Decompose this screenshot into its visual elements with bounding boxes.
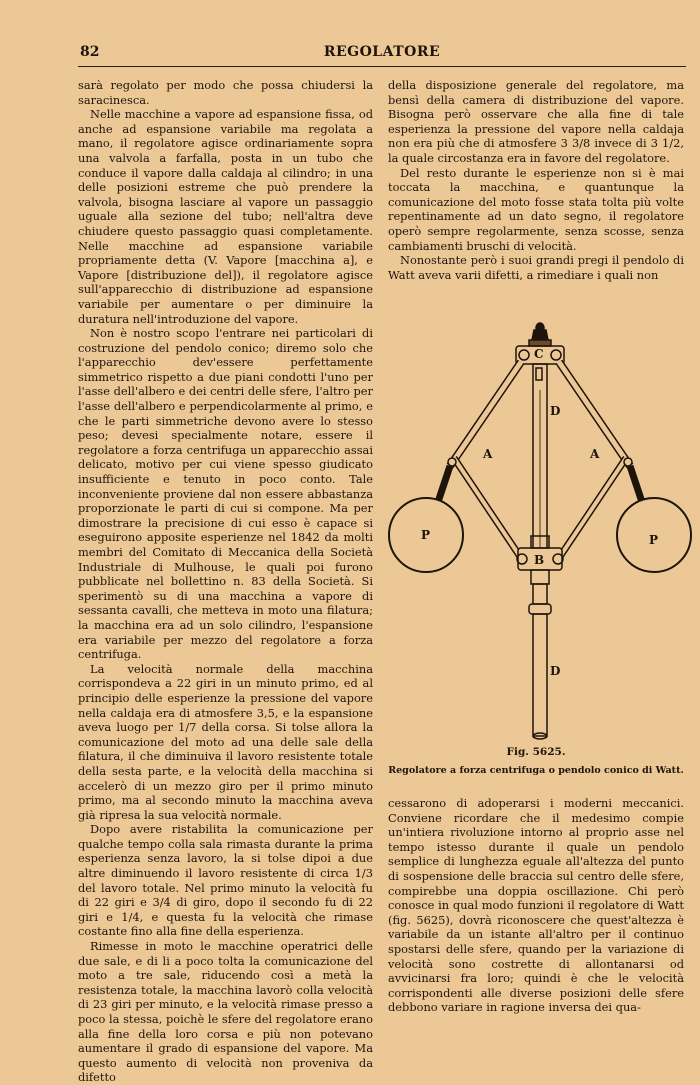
paragraph: Non è nostro scopo l'entrare nei particolari di costruzione del pendolo conico; diremo solo che l'apparecchio dev'essere perfettamente simmetrico rispetto a due piani condotti l'uno per l'asse dell'albero e dei centri delle sfere, l'altro per l'asse dell'albero e perpendicolarmente al primo, e che le parti simmetriche devono avere lo stesso peso; devesi specialmente notare, essere il regolatore a forza centrifuga un apparecchio assai delicato, motivo per cui viene spesso giudicato insufficiente e tenuto in poco conto. Tale inconveniente proviene dal non essere abbastanza proporzionate le parti di cui si compone. Ma per dimostrare la precisione di cui esso è capace si eseguirono apposite esperienze nel 1842 da molti membri del Comitato di Meccanica della Società Industriale di Mulhouse, le quali poi furono pubblicate nel bollettino n. 83 della Società. Si sperimentò su di una macchina a vapore di sessanta cavalli, che metteva in moto una filatura; la macchina era ad un solo cilindro, l'espansione era variabile per mezzo del regolatore a forza centrifuga. (78, 326, 373, 662)
finial-knob (536, 323, 544, 333)
left-column (78, 78, 373, 1085)
paragraph: Rimesse in moto le macchine operatrici delle due sale, e di li a poco tolta la comunicazione del moto a tre sale, riducendo così a metà la resistenza totale, la macchina lavorò colla velocità di 23 giri per minuto, e la velocità rimase presso a poco la stessa, poichè le sfere del regolatore erano alla fine della loro corsa e più non potevano aumentare il grado di espansione del vapore. Ma questo aumento di velocità non proveniva da difetto (78, 939, 373, 1085)
shaft-slot (536, 368, 542, 380)
right-column-top (388, 78, 684, 280)
paragraph: La velocità normale della macchina corrispondeva a 22 giri in un minuto primo, ed al principio delle esperienze la pressione del vapore nella caldaja era di atmosfere 3,5, e la espansione aveva luogo per 1/7 della corsa. Si tolse allora la comunicazione del moto ad una delle sale della filatura, il che diminuiva il lavoro resistente totale della sesta parte, e la velocità della macchina si accelerò di un mezzo giro per il primo minuto primo, ma al secondo minuto la macchina aveva già ripresa la sua velocità normale. (78, 661, 373, 822)
link-right-inner (559, 458, 626, 558)
paragraph: Nelle macchine a vapore ad espansione fissa, od anche ad espansione variabile ma regolata a mano, il regolatore agisce ordinariamente sopra una valvola a farfalla, posta in un tubo che conduce il vapore dalla caldaja al cilindro; in una delle posizioni estreme che può prendere la valvola, bisogna lasciare al vapore un passaggio uguale alla sezione del tubo; nell'altra deve chiudere questo passaggio quasi completamente. Nelle macchine ad espansione variabile propriamente detta (V. Vapore [macchina a], e Vapore [distribuzione del]), il regolatore agisce sull'apparecchio di distribuzione ad espansione variabile per aumentare o per diminuire la duratura nell'introduzione del vapore. (78, 107, 373, 326)
paragraph: Del resto durante le esperienze non si è mai toccata la macchina, e quantunque la comunicazione del moto fosse stata tolta più volte repentinamente ad un dato segno, il regolatore operò sempre regolarmente, senza scosse, senza cambiamenti bruschi di velocità. (388, 165, 684, 253)
vertical-shaft-lower (533, 614, 547, 736)
top-pivot-left (519, 350, 529, 360)
page-header (80, 44, 684, 66)
top-pivot-right (551, 350, 561, 360)
finial-base (529, 340, 551, 346)
paragraph: Dopo avere ristabilita la comunicazione per qualche tempo colla sala rimasta durante la prima esperienza senza lavoro, la si tolse dipoi a due altre diminuendo il lavoro resistente di circa 1/3 del lavoro totale. Nel primo minuto la velocità fu di 22 giri e 3/4 di giro, dopo il secondo fu di 22 giri e 1/4, e questa fu la velocità che rimase costante fino alla fine della esperienza. (78, 822, 373, 939)
label-a-left: A (483, 447, 493, 461)
lower-collar-bottom (531, 570, 549, 584)
label-b: B (534, 553, 545, 567)
paragraph: sarà regolato per modo che possa chiudersi la saracinesca. (78, 78, 373, 107)
paragraph: della disposizione generale del regolatore, ma bensì della camera di distribuzione del vapore. Bisogna però osservare che alla fine di tale esperienza la pressione del vapore nella caldaja non era più che di atmosfere 3 3/8 invece di 3 1/2, la quale circostanza era in favore del regolatore. (388, 78, 684, 165)
governor-figure (388, 300, 692, 745)
paragraph: Nonostante però i suoi grandi pregi il pendolo di Watt aveva varii difetti, a rimediare i quali non (388, 253, 684, 282)
joint-right (624, 458, 632, 466)
label-c: C (534, 347, 544, 361)
watt-governor-drawing (388, 300, 692, 745)
paragraph: cessarono di adoperarsi i moderni meccanici. Conviene ricordare che il medesimo compie un'intiera rivoluzione intorno al proprio asse nel tempo istesso durante il quale un pendolo semplice di lunghezza eguale all'altezza del punto di sospensione delle braccia sul centro delle sfere, compirebbe una doppia oscillazione. Chi però conosce in qual modo funzioni il regolatore di Watt (fig. 5625), dovrà riconoscere che quest'altezza è variabile da un istante all'altro per il continuo spostarsi delle sfere, quando per la variazione di velocità sono costrette di allontanarsi od avvicinarsi fra loro; quindi è che le velocità corrispondenti alle diverse posizioni delle sfere debbono variare in ragione inversa dei qua- (388, 796, 684, 1015)
label-p-left: P (421, 528, 431, 542)
figure-number: Fig. 5625. (506, 746, 566, 758)
shaft-neck (533, 584, 547, 604)
header-rule (78, 66, 686, 67)
right-column-bottom (388, 796, 684, 1016)
label-p-right: P (649, 533, 659, 547)
page-number: 82 (80, 44, 100, 60)
shaft-ring (529, 604, 551, 614)
label-d-upper: D (550, 404, 561, 418)
figure-caption: Regolatore a forza centrifuga o pendolo conico di Watt. (388, 765, 684, 776)
running-title: REGOLATORE (323, 44, 441, 60)
label-d-lower: D (550, 664, 561, 678)
joint-left (448, 458, 456, 466)
label-a-right: A (590, 447, 600, 461)
link-left-inner (454, 458, 521, 558)
